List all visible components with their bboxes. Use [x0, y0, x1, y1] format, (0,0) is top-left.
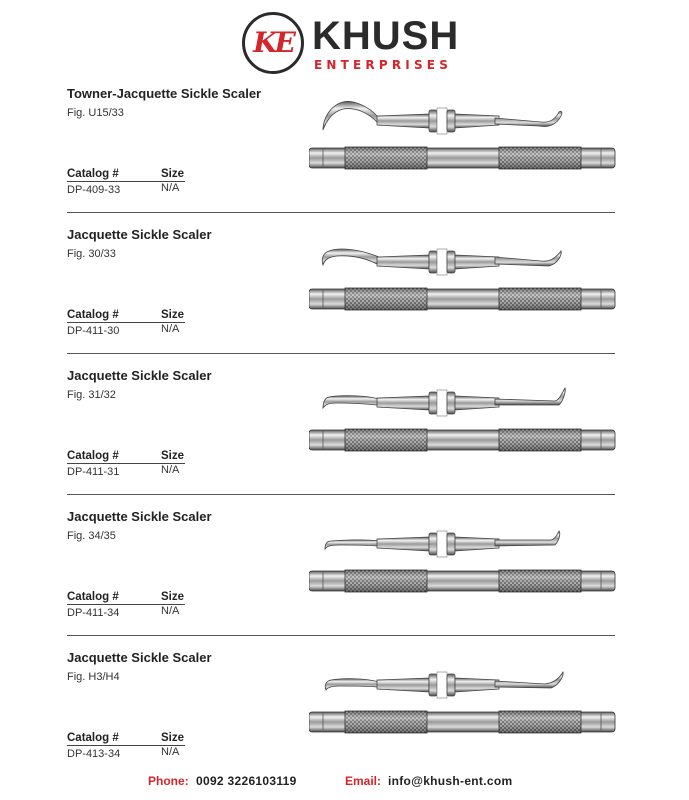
scaler-instrument-icon [309, 660, 619, 738]
scaler-instrument-icon [309, 96, 619, 174]
product-title: Towner-Jacquette Sickle Scaler [67, 86, 262, 101]
product-title: Jacquette Sickle Scaler [67, 368, 212, 383]
scaler-drawing [309, 96, 619, 174]
catalog-header: Catalog # [67, 450, 119, 462]
logo-emblem [242, 12, 304, 74]
product-fig: Fig. 34/35 [67, 530, 116, 542]
scaler-instrument-icon [309, 378, 619, 456]
scaler-drawing [309, 378, 619, 456]
catalog-number: DP-411-34 [67, 607, 120, 619]
catalog-number: DP-411-30 [67, 325, 120, 337]
size-value: N/A [161, 464, 180, 476]
catalog-number: DP-409-33 [67, 184, 121, 196]
product-section [67, 509, 615, 649]
section-divider [67, 353, 615, 354]
section-divider [67, 635, 615, 636]
section-divider [67, 212, 615, 213]
contact-footer [0, 774, 689, 792]
catalog-header: Catalog # [67, 732, 119, 744]
product-fig: Fig. 30/33 [67, 248, 116, 260]
size-header: Size [161, 309, 185, 321]
product-title: Jacquette Sickle Scaler [67, 509, 212, 524]
brand-logo [240, 10, 470, 80]
scaler-drawing [309, 519, 619, 597]
size-header: Size [161, 168, 185, 180]
section-divider [67, 494, 615, 495]
product-title: Jacquette Sickle Scaler [67, 227, 212, 242]
catalog-number: DP-413-34 [67, 748, 121, 760]
size-value: N/A [161, 605, 180, 617]
product-section [67, 227, 615, 367]
catalog-number: DP-411-31 [67, 466, 120, 478]
product-section [67, 368, 615, 508]
size-header: Size [161, 450, 185, 462]
size-value: N/A [161, 746, 180, 758]
product-fig: Fig. 31/32 [67, 389, 116, 401]
logo-subtitle: ENTERPRISES [314, 58, 453, 72]
product-fig: Fig. H3/H4 [67, 671, 120, 683]
catalog-header: Catalog # [67, 168, 119, 180]
email-address: info@khush-ent.com [388, 774, 513, 788]
scaler-instrument-icon [309, 237, 619, 315]
email-label: Email: [345, 774, 382, 788]
product-section [67, 650, 615, 790]
size-value: N/A [161, 182, 180, 194]
size-header: Size [161, 732, 185, 744]
size-value: N/A [161, 323, 180, 335]
logo-monogram: KE [253, 26, 293, 59]
scaler-drawing [309, 660, 619, 738]
phone-label: Phone: [148, 774, 189, 788]
size-header: Size [161, 591, 185, 603]
scaler-drawing [309, 237, 619, 315]
phone-number: 0092 3226103119 [196, 774, 297, 788]
logo-name: KHUSH [312, 14, 460, 58]
product-fig: Fig. U15/33 [67, 107, 124, 119]
product-title: Jacquette Sickle Scaler [67, 650, 212, 665]
scaler-instrument-icon [309, 519, 619, 597]
product-section [67, 86, 615, 226]
catalog-header: Catalog # [67, 309, 119, 321]
catalog-header: Catalog # [67, 591, 119, 603]
